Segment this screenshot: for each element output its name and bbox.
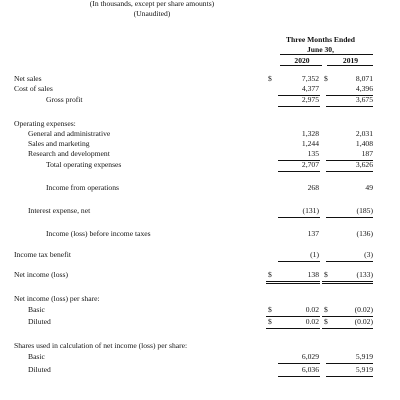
dollar-sign: $ bbox=[324, 74, 328, 83]
row-shares-diluted bbox=[0, 366, 400, 376]
value-2019: 8,071 bbox=[355, 74, 373, 83]
row-total-operating-expenses bbox=[0, 161, 400, 171]
dollar-sign: $ bbox=[324, 317, 328, 326]
value-2020: (1) bbox=[310, 250, 319, 259]
row-net-sales bbox=[0, 75, 400, 85]
value-2019: 2,031 bbox=[355, 129, 373, 138]
subtotal-rule bbox=[326, 217, 373, 218]
dollar-sign: $ bbox=[268, 270, 272, 279]
value-2019: (0.02) bbox=[354, 317, 373, 326]
row-research-development bbox=[0, 150, 400, 160]
double-total-rule bbox=[266, 281, 320, 282]
row-label: Income from operations bbox=[46, 183, 119, 192]
value-2020: 6,036 bbox=[301, 365, 319, 374]
value-2019: 3,675 bbox=[355, 95, 373, 104]
row-cost-of-sales bbox=[0, 85, 400, 95]
double-total-rule bbox=[266, 328, 320, 329]
row-label: Net income (loss) bbox=[14, 270, 68, 279]
dollar-sign: $ bbox=[324, 305, 328, 314]
row-income-tax-benefit bbox=[0, 251, 400, 261]
row-label: Diluted bbox=[28, 365, 51, 374]
row-interest-expense bbox=[0, 207, 400, 217]
period-date-heading: June 30, bbox=[306, 45, 334, 54]
year-2019-rule bbox=[327, 65, 373, 66]
dollar-sign: $ bbox=[268, 74, 272, 83]
double-total-rule bbox=[278, 363, 320, 364]
row-shares-heading bbox=[0, 342, 400, 352]
value-2020: 268 bbox=[307, 183, 319, 192]
value-2020: 2,707 bbox=[301, 160, 319, 169]
row-label: Basic bbox=[28, 305, 45, 314]
total-rule bbox=[278, 106, 320, 107]
value-2019: (185) bbox=[356, 206, 373, 215]
double-total-rule bbox=[322, 281, 373, 282]
double-total-rule bbox=[322, 328, 373, 329]
row-label: Net sales bbox=[14, 74, 42, 83]
double-total-rule bbox=[278, 376, 320, 377]
value-2020: 138 bbox=[307, 270, 319, 279]
subtotal-rule bbox=[278, 217, 320, 218]
value-2020: 135 bbox=[307, 149, 319, 158]
unaudited-note: (Unaudited) bbox=[133, 9, 171, 18]
year-2019-heading: 2019 bbox=[342, 56, 359, 65]
value-2019: (3) bbox=[364, 250, 373, 259]
row-label: Research and development bbox=[28, 149, 110, 158]
row-label: Income tax benefit bbox=[14, 250, 71, 259]
row-label: Gross profit bbox=[46, 95, 83, 104]
value-2019: 4,396 bbox=[355, 84, 373, 93]
row-income-from-operations bbox=[0, 184, 400, 194]
value-2020: 1,244 bbox=[301, 139, 319, 148]
row-income-before-taxes bbox=[0, 230, 400, 240]
year-2020-heading: 2020 bbox=[294, 56, 310, 65]
total-rule bbox=[326, 171, 373, 172]
double-total-rule bbox=[322, 283, 373, 284]
row-per-share-heading bbox=[0, 295, 400, 305]
row-shares-basic bbox=[0, 353, 400, 363]
row-label: General and administrative bbox=[28, 129, 111, 138]
value-2019: (133) bbox=[356, 270, 373, 279]
double-total-rule bbox=[326, 376, 373, 377]
row-label: Total operating expenses bbox=[46, 160, 122, 169]
period-heading: Three Months Ended bbox=[285, 35, 356, 44]
value-2019: (136) bbox=[356, 229, 373, 238]
value-2019: 187 bbox=[361, 149, 373, 158]
value-2020: 0.02 bbox=[305, 317, 319, 326]
value-2019: 1,408 bbox=[355, 139, 373, 148]
row-per-share-basic bbox=[0, 306, 400, 316]
row-net-income bbox=[0, 271, 400, 281]
dollar-sign: $ bbox=[268, 317, 272, 326]
row-label: Basic bbox=[28, 352, 45, 361]
units-note: (In thousands, except per share amounts) bbox=[89, 0, 215, 8]
double-total-rule bbox=[266, 283, 320, 284]
value-2020: 1,328 bbox=[301, 129, 319, 138]
total-rule bbox=[278, 171, 320, 172]
value-2020: (131) bbox=[302, 206, 319, 215]
value-2020: 6,029 bbox=[301, 352, 319, 361]
value-2019: 5,919 bbox=[355, 365, 373, 374]
row-label: Income (loss) before income taxes bbox=[46, 229, 151, 238]
value-2020: 4,377 bbox=[301, 84, 319, 93]
value-2020: 137 bbox=[307, 229, 319, 238]
value-2019: (0.02) bbox=[354, 305, 373, 314]
row-label: Sales and marketing bbox=[28, 139, 90, 148]
row-label: Operating expenses: bbox=[14, 119, 76, 128]
row-label: Shares used in calculation of net income (loss) per share: bbox=[14, 341, 188, 350]
row-per-share-diluted bbox=[0, 318, 400, 328]
row-label: Interest expense, net bbox=[28, 206, 91, 215]
row-gross-profit bbox=[0, 96, 400, 106]
value-2019: 49 bbox=[365, 183, 373, 192]
subtotal-rule bbox=[278, 261, 320, 262]
row-label: Diluted bbox=[28, 317, 51, 326]
double-total-rule bbox=[326, 363, 373, 364]
period-heading-rule bbox=[280, 54, 373, 55]
total-rule bbox=[326, 106, 373, 107]
value-2020: 2,975 bbox=[301, 95, 319, 104]
dollar-sign: $ bbox=[324, 270, 328, 279]
value-2020: 0.02 bbox=[305, 305, 319, 314]
subtotal-rule bbox=[326, 261, 373, 262]
value-2019: 3,626 bbox=[355, 160, 373, 169]
dollar-sign: $ bbox=[268, 305, 272, 314]
row-label: Net income (loss) per share: bbox=[14, 294, 100, 303]
row-label: Cost of sales bbox=[14, 84, 53, 93]
value-2020: 7,352 bbox=[301, 74, 319, 83]
value-2019: 5,919 bbox=[355, 352, 373, 361]
year-2020-rule bbox=[280, 65, 322, 66]
